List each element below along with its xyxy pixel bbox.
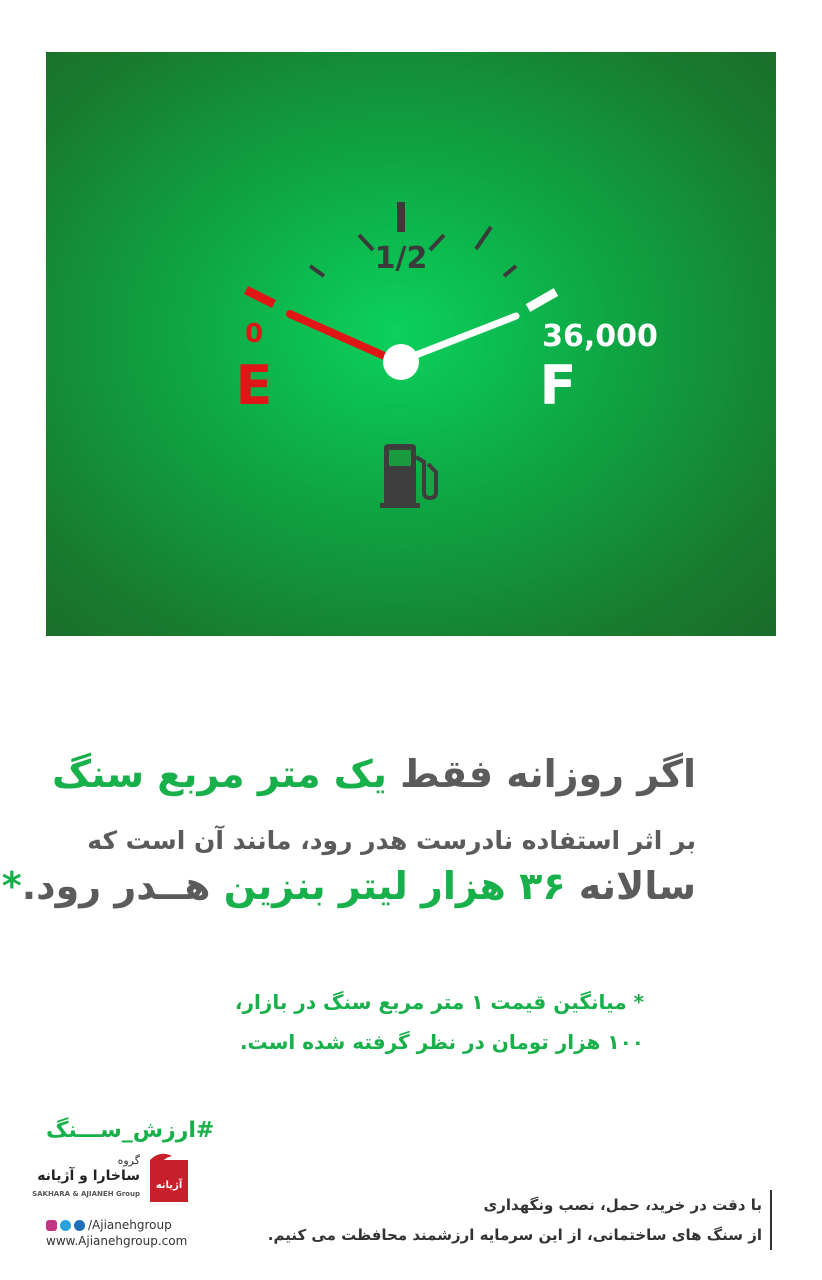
headline-line-3 [1, 864, 696, 908]
headline-line-2: بر اثر استفاده نادرست هدر رود، مانند آن است که [87, 826, 696, 855]
logo-mark-icon [146, 1150, 192, 1206]
full-marker [528, 292, 556, 308]
tagline-line-1: با دقت در خرید، حمل، نصب ونگهداری [483, 1196, 762, 1214]
gauge-full-letter: F [539, 354, 577, 417]
tagline [212, 1190, 772, 1250]
gauge-empty-letter: E [235, 354, 273, 417]
logo-mark-text: آژیانه [155, 1180, 183, 1191]
hashtag[interactable]: #ارزش_ســـنگ [46, 1118, 215, 1143]
gauge-half-label: 1/2 [374, 241, 428, 276]
tagline-line-2: از سنگ های ساختمانی، از این سرمایه ارزشمند محافظت می کنیم. [267, 1226, 762, 1244]
footnote [164, 982, 644, 1062]
social-links [46, 1218, 172, 1232]
company-logo [32, 1150, 194, 1210]
red-needle [290, 314, 398, 362]
headline [52, 752, 696, 796]
fuel-gauge-panel [46, 52, 776, 636]
line3-text-end: هــدر رود. [21, 864, 224, 908]
instagram-icon[interactable] [46, 1220, 57, 1231]
telegram-icon[interactable] [60, 1220, 71, 1231]
gauge-tick [504, 266, 516, 276]
gauge-tick [359, 235, 373, 250]
headline-highlight: یک متر مربع سنگ [52, 752, 387, 796]
empty-marker [246, 290, 274, 304]
line3-text-start: سالانه [565, 864, 696, 908]
twitter-icon[interactable] [74, 1220, 85, 1231]
line3-highlight: ۳۶ هزار لیتر بنزین [223, 864, 566, 908]
footnote-line-1: * میانگین قیمت ۱ متر مربع سنگ در بازار، [234, 990, 644, 1014]
fuel-pump-icon [380, 444, 436, 508]
website-link[interactable]: www.Ajianehgroup.com [46, 1234, 188, 1248]
logo-english-name: SAKHARA & AJIANEH Group [32, 1190, 140, 1198]
gauge-full-value: 36,000 [542, 319, 658, 354]
gauge-tick [430, 235, 444, 250]
social-handle[interactable]: /Ajianehgroup [88, 1218, 172, 1232]
headline-text: اگر روزانه فقط [386, 752, 696, 796]
logo-name: ساخارا و آژیانه [37, 1168, 140, 1184]
footnote-line-2: ۱۰۰ هزار تومان در نظر گرفته شده است. [239, 1030, 644, 1054]
gauge-hub [383, 344, 419, 380]
logo-group-word: گروه [117, 1154, 140, 1167]
gauge-empty-value: 0 [244, 319, 264, 349]
gauge-tick [310, 266, 324, 276]
fuel-gauge [46, 52, 776, 636]
line3-star: * [1, 864, 22, 908]
gauge-tick [476, 227, 491, 249]
